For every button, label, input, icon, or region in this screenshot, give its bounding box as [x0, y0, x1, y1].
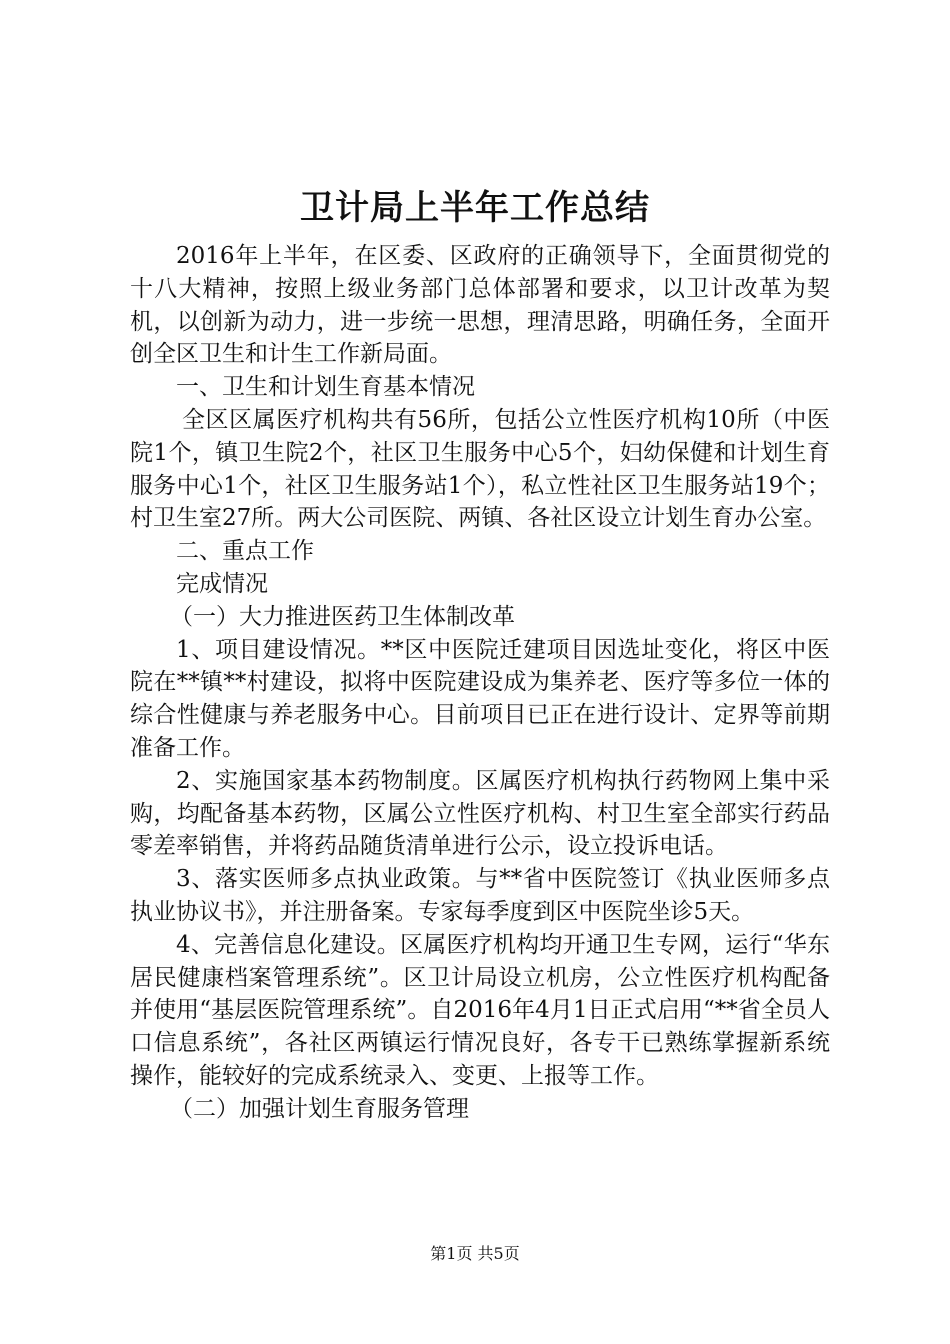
- item-paragraph-1: 1、项目建设情况。**区中医院迁建项目因选址变化，将区中医院在**镇**村建设，拟将中医院建设成为集养老、医疗等多位一体的综合性健康与养老服务中心。目前项目已正在进行设计、定界等前期准备工作。: [130, 636, 830, 761]
- completion-heading: 完成情况: [176, 570, 268, 597]
- section-heading-1: 一、卫生和计划生育基本情况: [176, 374, 475, 401]
- subsection-heading-1: （一）大力推进医药卫生体制改革: [170, 603, 515, 630]
- basic-info-paragraph: 全区区属医疗机构共有56所，包括公立性医疗机构10所（中医院1个，镇卫生院2个，社区卫生服务中心5个，妇幼保健和计划生育服务中心1个，社区卫生服务站1个），私立性社区卫生服务站19个；村卫生室27所。两大公司医院、两镇、各社区设立计划生育办公室。: [130, 406, 830, 532]
- item-paragraph-3: 3、落实医师多点执业政策。与**省中医院签订《执业医师多点执业协议书》，并注册备案。专家每季度到区中医院坐诊5天。: [130, 866, 830, 925]
- item-paragraph-2: 2、实施国家基本药物制度。区属医疗机构执行药物网上集中采购，均配备基本药物，区属公立性医疗机构、村卫生室全部实行药品零差率销售，并将药品随货清单进行公示，设立投诉电话。: [130, 767, 830, 860]
- item-paragraph-4: 4、完善信息化建设。区属医疗机构均开通卫生专网，运行“华东居民健康档案管理系统”。区卫计局设立机房，公立性医疗机构配备并使用“基层医院管理系统”。自2016年4月1日正式启用“**省全员人口信息系统”，各社区两镇运行情况良好，各专干已熟练掌握新系统操作，能较好的完成系统录入、变更、上报等工作。: [130, 931, 830, 1089]
- document-body: [130, 240, 830, 1126]
- document-title: 卫计局上半年工作总结: [300, 188, 650, 228]
- page-footer: 第1页 共5页: [430, 1244, 520, 1263]
- section-heading-2: 二、重点工作: [176, 538, 314, 565]
- subsection-heading-2: （二）加强计划生育服务管理: [170, 1095, 469, 1122]
- intro-paragraph: 2016年上半年，在区委、区政府的正确领导下，全面贯彻党的十八大精神，按照上级业务部门总体部署和要求，以卫计改革为契机，以创新为动力，进一步统一思想，理清思路，明确任务，全面开创全区卫生和计生工作新局面。: [130, 243, 830, 368]
